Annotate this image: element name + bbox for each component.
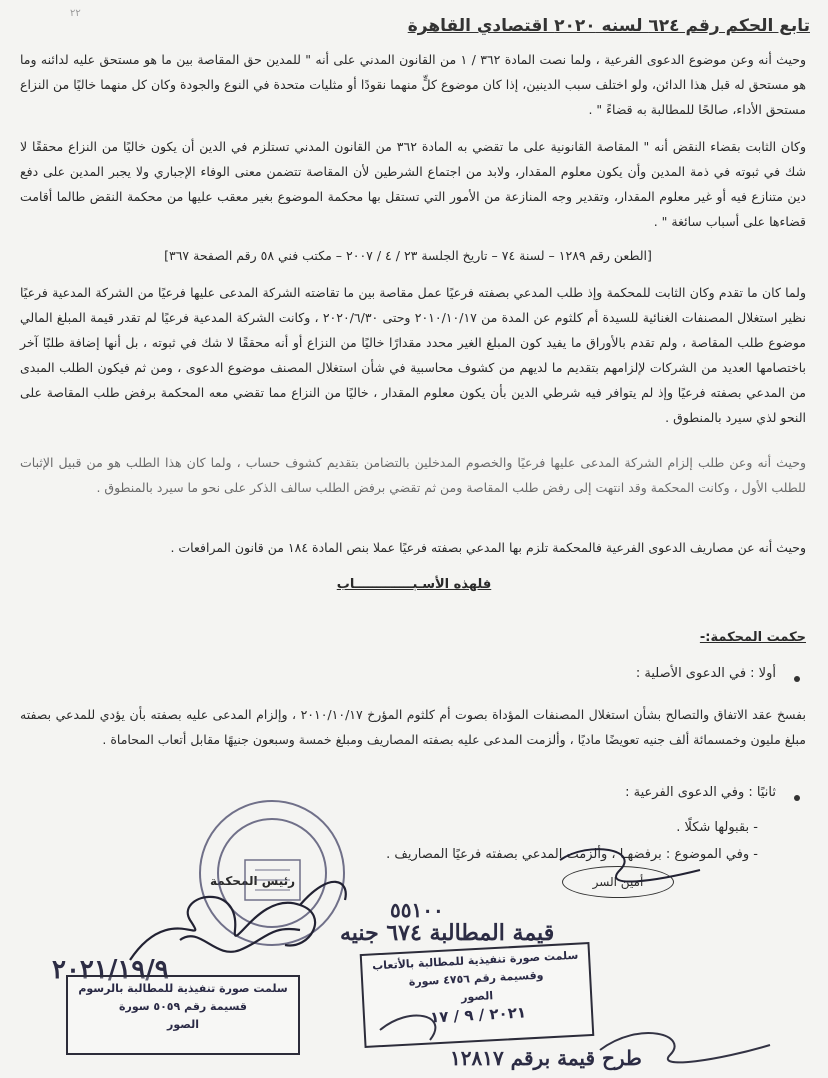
reasons-heading: فلهذه الأسـبـــــــــــــاب bbox=[336, 577, 492, 592]
secretary-label: أمين السر bbox=[562, 866, 674, 898]
paragraph-counterclaim-subject: وحيث أنه وعن موضوع الدعوى الفرعية ، ولما نصت المادة ٣٦٢ / ١ من القانون المدني على أنه " للمدين حق المقاصة بين ما هو مستحق عليه لدائنه وما هو مستحق له قبل هذا الدائن، ولو اختلف سبب الدينين، إذا كان موضوع كلٍّ منهما نقودًا أو مثليات متحدة في النوع والجودة وكان كل منهما خاليًا من النزاع مستحق الأداء، صالحًا للمطالبة به قضاءً " . bbox=[20, 52, 806, 117]
paragraph-accounts-request: وحيث أنه وعن طلب إلزام الشركة المدعى عليها فرعيًا والخصوم المدخلين بالتضامن بتقديم كشوف حساب ، ولما كان هذا الطلب هو من قبيل الإثبات للطلب الأول ، وكانت المحكمة وقد انتهت إلى رفض طلب المقاصة ومن ثم تقضي برفض الطلب سالف الذكر على نحو ما سيرد بالمنطوق . bbox=[20, 455, 806, 495]
stamp-fees-lawyer bbox=[360, 942, 595, 1048]
stamp-line: الصور bbox=[460, 989, 494, 1004]
cassation-citation: [الطعن رقم ١٢٨٩ – لسنة ٧٤ – تاريخ الجلسة ٢٣ / ٤ / ٢٠٠٧ – مكتب فني ٥٨ رقم الصفحة ٣٦٧] bbox=[164, 248, 652, 263]
stamp-fees-copy bbox=[66, 975, 300, 1055]
paragraph-court-findings: ولما كان ما تقدم وكان الثابت للمحكمة وإذ طلب المدعي بصفته فرعيًا عمل مقاصة بين ما تقاضته الشركة المدعى عليها فرعيًا من الشركة المدعية فرعيًا نظير استغلال المصنفات الغنائية للسيدة أم كلثوم عن المدة من ٢٠١٠/١٠/١٧ وحتى ٢٠٢٠/٦/٣٠ ، وكانت الشركة المدعية فرعيًا لم تقدر قيمة المبلغ المالي موضوع طلب المقاصة ، ولم تقدم بالأوراق ما يفيد كون المبلغ الغير محدد مقدارًا خاليًا من النزاع أو أنه محققًا لا شك في ثبوته ، بل أنها إضافة طلبًا آخر باختصامها العديد من الشركات لإلزامهم بتقديم ما لديهم من كشوف محاسبية في شأن استغلال المصنف موضوع الدعوى ، ومن ثم فيكون الطلب المبدى من المدعي بصفته فرعيًا وإذ لم يتوافر فيه شرطي الدين بأن يكون معلوم المقدار ، خاليًا من النزاع مما تقضي معه المحكمة برفض طلب المقاصة على النحو لذي سيرد بالمنطوق . bbox=[20, 285, 807, 425]
first-section-label: أولا : في الدعوى الأصلية : bbox=[635, 666, 776, 681]
paragraph-costs: وحيث أنه عن مصاريف الدعوى الفرعية فالمحكمة تلزم بها المدعي بصفته فرعيًا عملا بنص المادة ١٨٤ من قانون المرافعات . bbox=[170, 540, 806, 555]
stamp-date: ٢٠٢١ / ٩ / ١٧ bbox=[429, 1003, 527, 1027]
first-section-body: بفسخ عقد الاتفاق والتصالح بشأن استغلال المصنفات المؤداة بصوت أم كلثوم المؤرخ ٢٠١٠/١٠/١٧ ، وإلزام المدعى عليه بصفته بأن يؤدي للمدعي بصفته مبلغ مليون وخمسمائة ألف جنيه تعويضًا ماديًا ، وألزمت المدعى عليه بصفته المصاريف ومبلغ خمسة وسبعون جنيهًا مقابل أتعاب المحاماة . bbox=[20, 707, 806, 747]
handwritten-code: ٥٥١٠٠ bbox=[390, 898, 444, 922]
stamp-line: وقسيمة رقم ٤٧٥٦ سورة bbox=[408, 968, 544, 989]
handwritten-date: ٢٠٢١/١٩/٩ bbox=[52, 955, 169, 985]
stamp-line: الصور bbox=[167, 1018, 199, 1031]
verdict-heading: حكمت المحكمة:- bbox=[699, 630, 806, 645]
second-item-reject: - وفي الموضوع : برفضهـا ، وألزمت المدعي بصفته فرعيًا المصاريف . bbox=[386, 847, 758, 862]
document-header: تابع الحكم رقم ٦٢٤ لسنه ٢٠٢٠ اقتصادي القاهرة bbox=[407, 16, 810, 36]
stamp-line: قسيمة رقم ٥٠٥٩ سورة bbox=[119, 1000, 247, 1013]
paragraph-cassation-principle: وكان الثابت بقضاء النقض أنه " المقاصة القانونية على ما تقضي به المادة ٣٦٢ من القانون المدني تستلزم في الدين أن يكون خاليًا من النزاع محققًا لا شك في ثبوته في ذمة المدين وأن يكون معلوم المقدار، ولابد من اجتماع الشرطين لأن المقاصة تتضمن معنى الوفاء الإجباري ولا يجبر المدين على دفع دين متنازع فيه أو غير معلوم المقدار، وتقدير وجه المنازعة من الأمور التي تستقل بها محكمة الموضوع بغير معقب عليها من محكمة النقض طالما أقامت قضاءها على أسباب سائغة " . bbox=[20, 139, 806, 229]
second-section-label: ثانيًا : وفي الدعوى الفرعية : bbox=[625, 785, 776, 800]
second-item-accept: - بقبولها شكلًا . bbox=[676, 820, 758, 835]
stamp-line: سلمت صورة تنفيذية للمطالبة بالأتعاب bbox=[371, 948, 579, 973]
bullet-icon bbox=[794, 676, 800, 682]
court-head-label: رئيس المحكمة bbox=[210, 874, 296, 888]
handwritten-bottom-note: طرح قيمة برقم ١٢٨١٧ bbox=[450, 1046, 642, 1070]
court-seal-icon bbox=[200, 801, 344, 945]
page-number: ٢٢ bbox=[70, 8, 81, 19]
judge-signature-icon bbox=[130, 882, 346, 960]
handwritten-claim-value: قيمة المطالبة ٦٧٤ جنيه bbox=[340, 920, 555, 946]
stamp-line: سلمت صورة تنفيذية للمطالبة بالرسوم bbox=[78, 982, 288, 995]
bullet-icon bbox=[794, 795, 800, 801]
